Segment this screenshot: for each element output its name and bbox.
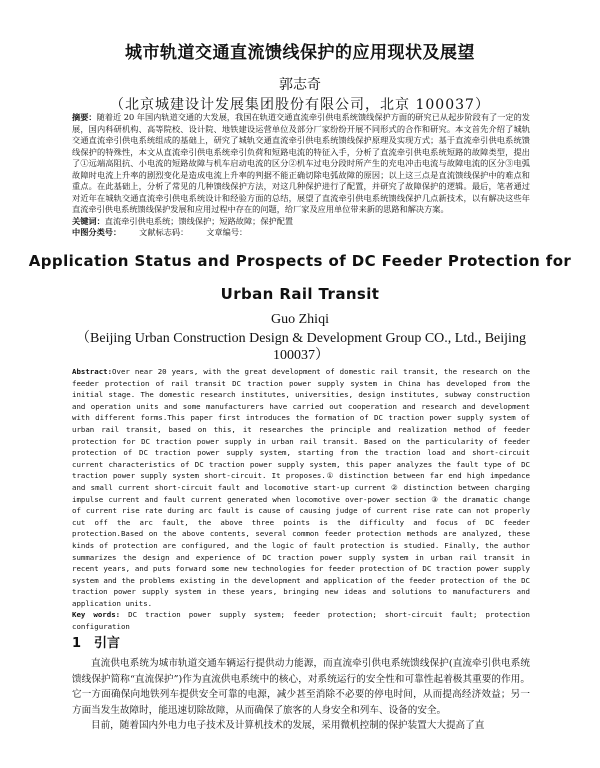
body-paragraph: 目前，随着国内外电力电子技术及计算机技术的发展，采用微机控制的保护装置大大提高了直 (91, 720, 485, 731)
class-number-label: 中图分类号： (72, 227, 122, 237)
chinese-keywords-label: 关键词： (72, 215, 105, 226)
doc-code-label: 文献标志码： (139, 227, 189, 237)
chinese-keywords-text: 直流牵引供电系统；馈线保护；短路故障；保护配置 (104, 215, 294, 226)
english-title-line-2: Urban Rail Transit (220, 285, 380, 303)
chinese-abstract-text: 随着近 20 年国内轨道交通的大发展，我国在轨道交通直流牵引供电系统馈线保护方面的研究已从起步阶段有了一定的发展，国内科研机构、高等院校、设计院、地铁建设运营单位及部分厂家纷纷开展不同形式的合作和研究。本文首先介绍了城轨交通直流牵引供电系统组成的基础上，研究了城轨交通直流牵引供电系统馈线保护原理及实现方式；基于直流牵引供电系统馈线保护的特殊性，本文从直流牵引供电系统牵引负荷和短路电流的特征入手，分析了直流牵引供电系统短路的故障类型，提出了①远端高阻抗、小电流的短路故障与机车启动电流的区分②机车过电分段时所产生的充电冲击电流与故障电流的区分③电弧故障时电流上升率的剧烈变化是造成电流上升率的判据不能正确切除电弧故障的原因；以上这三点是直流馈线保护中的难点和重点。在此基础上，分析了常见的几种馈线保护方法，对这几种保护进行了配置，并研究了故障保护的逻辑。最后，笔者通过对近年在城轨交通直流牵引供电系统设计和经验方面的总结，展望了直流牵引供电系统馈线保护几点新技术，以有解决这些年直流牵引供电系统馈线保护发展和应用过程中存在的问题，给厂家及应用单位带来新的思路和解决方案。 (72, 112, 530, 214)
chinese-keywords (72, 216, 530, 228)
english-abstract (72, 366, 530, 609)
section-number: 1 (72, 636, 82, 651)
section-heading (72, 632, 120, 651)
chinese-abstract-label: 摘要： (72, 112, 97, 122)
chinese-abstract-block (72, 112, 530, 239)
chinese-affiliation: （北京城建设计发展集团股份有限公司，北京 100037） (110, 97, 490, 113)
chinese-abstract (72, 112, 530, 216)
section-title: 引言 (94, 636, 121, 651)
english-title-line-1: Application Status and Prospects of DC Feeder Protection for (28, 252, 572, 270)
body-paragraph: 直流供电系统为城市轨道交通车辆运行提供动力能源，而直流牵引供电系统馈线保护(直流牵引供电系统馈线保护简称“直流保护”)作为直流供电系统中的核心，对系统运行的安全性和可靠性起着极其重要的作用。它一方面确保向地铁列车提供安全可靠的电源，减少甚至消除不必要的停电时间，从而提高经济效益；另一方面当发生故障时，能迅速切除故障，从而确保了旅客的人身安全和列车、设备的安全。 (72, 658, 530, 716)
english-abstract-label: Abstract: (72, 367, 113, 376)
section-body (72, 656, 530, 734)
english-keywords (72, 609, 530, 632)
english-abstract-block (72, 366, 530, 633)
english-author: Guo Zhiqi (271, 312, 329, 327)
english-abstract-text: Over near 20 years, with the great development of domestic rail transit, the research on the feeder protection of rail transit DC traction power supply system in China has developed from the initial stage. The domestic research institutes, universities, design institutes, subway construction and operation units and some manufacturers have carried out cooperation and research and development with different forms.This paper first introduces the formation of DC traction power supply system of urban rail transit, based on this, it researches the principle and realization method of feeder protection for DC traction power supply in urban rail transit. Based on the particularity of feeder protection of DC traction power supply system, starting from the traction load and short-circuit current characteristics of DC traction power supply system, this paper analyzes the fault type of DC traction power supply system short-circuit. It proposes.① distinction between far end high impedance and small current short-circuit fault and locomotive start-up current ② distinction between charging impulse current and fault current generated when locomotive over-power section ③ the dramatic change of current rise rate during arc fault is cause of causing judge of current rise rate can not properly cut off the arc fault, the above three points is the difficulty and focus of DC feeder protection.Based on the above contents, several common feeder protection methods are analyzed, these kinds of protection are configured, and the logic of fault protection is studied. Finally, the author summarizes the design and experience of DC traction power supply system in urban rail transit in recent years, and puts forward some new technologies for feeder protection of DC traction power supply system and the problems existing in the development and application of the feeder protection of the DC traction power supply system in these years, bringing new ideas and solutions to manufacturers and application units. (72, 367, 530, 608)
chinese-author: 郭志奇 (279, 77, 321, 93)
classification-line (72, 227, 530, 239)
article-number-label: 文章编号： (206, 227, 248, 237)
english-affiliation: （Beijing Urban Construction Design & Development Group CO., Ltd., Beijing 100037） (76, 331, 526, 363)
english-keywords-text: DC traction power supply system; feeder protection; short-circuit fault; protection configuration (72, 610, 530, 632)
chinese-title: 城市轨道交通直流馈线保护的应用现状及展望 (125, 43, 475, 63)
english-keywords-label: Key words: (72, 610, 121, 620)
